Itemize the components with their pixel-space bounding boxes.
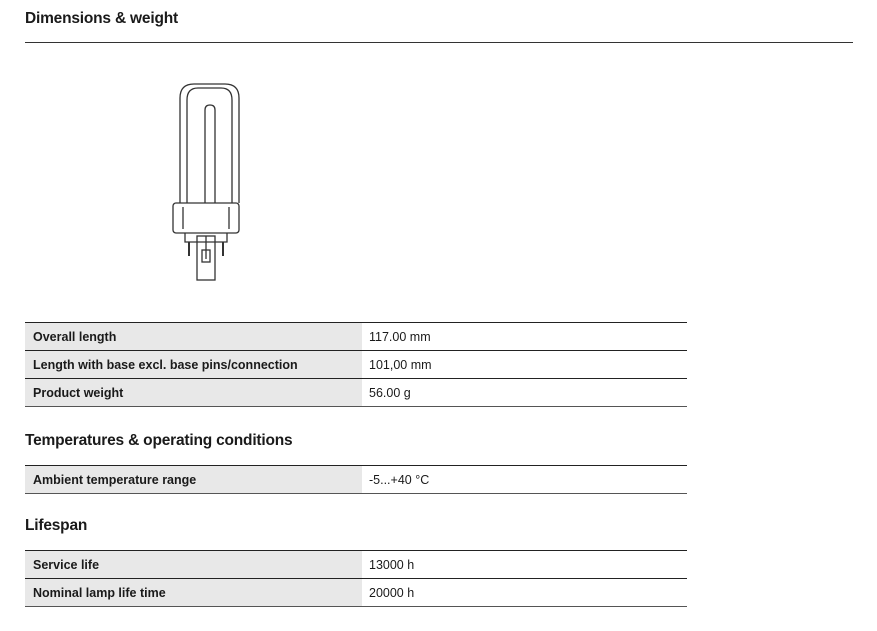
spec-value: -5...+40 °C (362, 466, 687, 494)
spec-value: 117.00 mm (362, 323, 687, 351)
table-row (25, 323, 687, 351)
temperatures-table (25, 465, 687, 494)
section-title-dimensions: Dimensions & weight (25, 10, 178, 27)
spec-label: Service life (25, 551, 362, 579)
table-row (25, 466, 687, 494)
section-title-lifespan: Lifespan (25, 517, 88, 534)
table-row (25, 579, 687, 607)
spec-value: 101,00 mm (362, 351, 687, 379)
spec-label: Product weight (25, 379, 362, 407)
lamp-drawing-icon (165, 76, 255, 286)
table-row (25, 379, 687, 407)
spec-value: 56.00 g (362, 379, 687, 407)
table-row (25, 551, 687, 579)
spec-label: Nominal lamp life time (25, 579, 362, 607)
lifespan-table (25, 550, 687, 607)
spec-label: Length with base excl. base pins/connection (25, 351, 362, 379)
spec-label: Ambient temperature range (25, 466, 362, 494)
spec-value: 20000 h (362, 579, 687, 607)
spec-label: Overall length (25, 323, 362, 351)
spec-value: 13000 h (362, 551, 687, 579)
section-title-temperatures: Temperatures & operating conditions (25, 432, 293, 449)
section-divider (25, 42, 853, 43)
dimensions-table (25, 322, 687, 407)
table-row (25, 351, 687, 379)
